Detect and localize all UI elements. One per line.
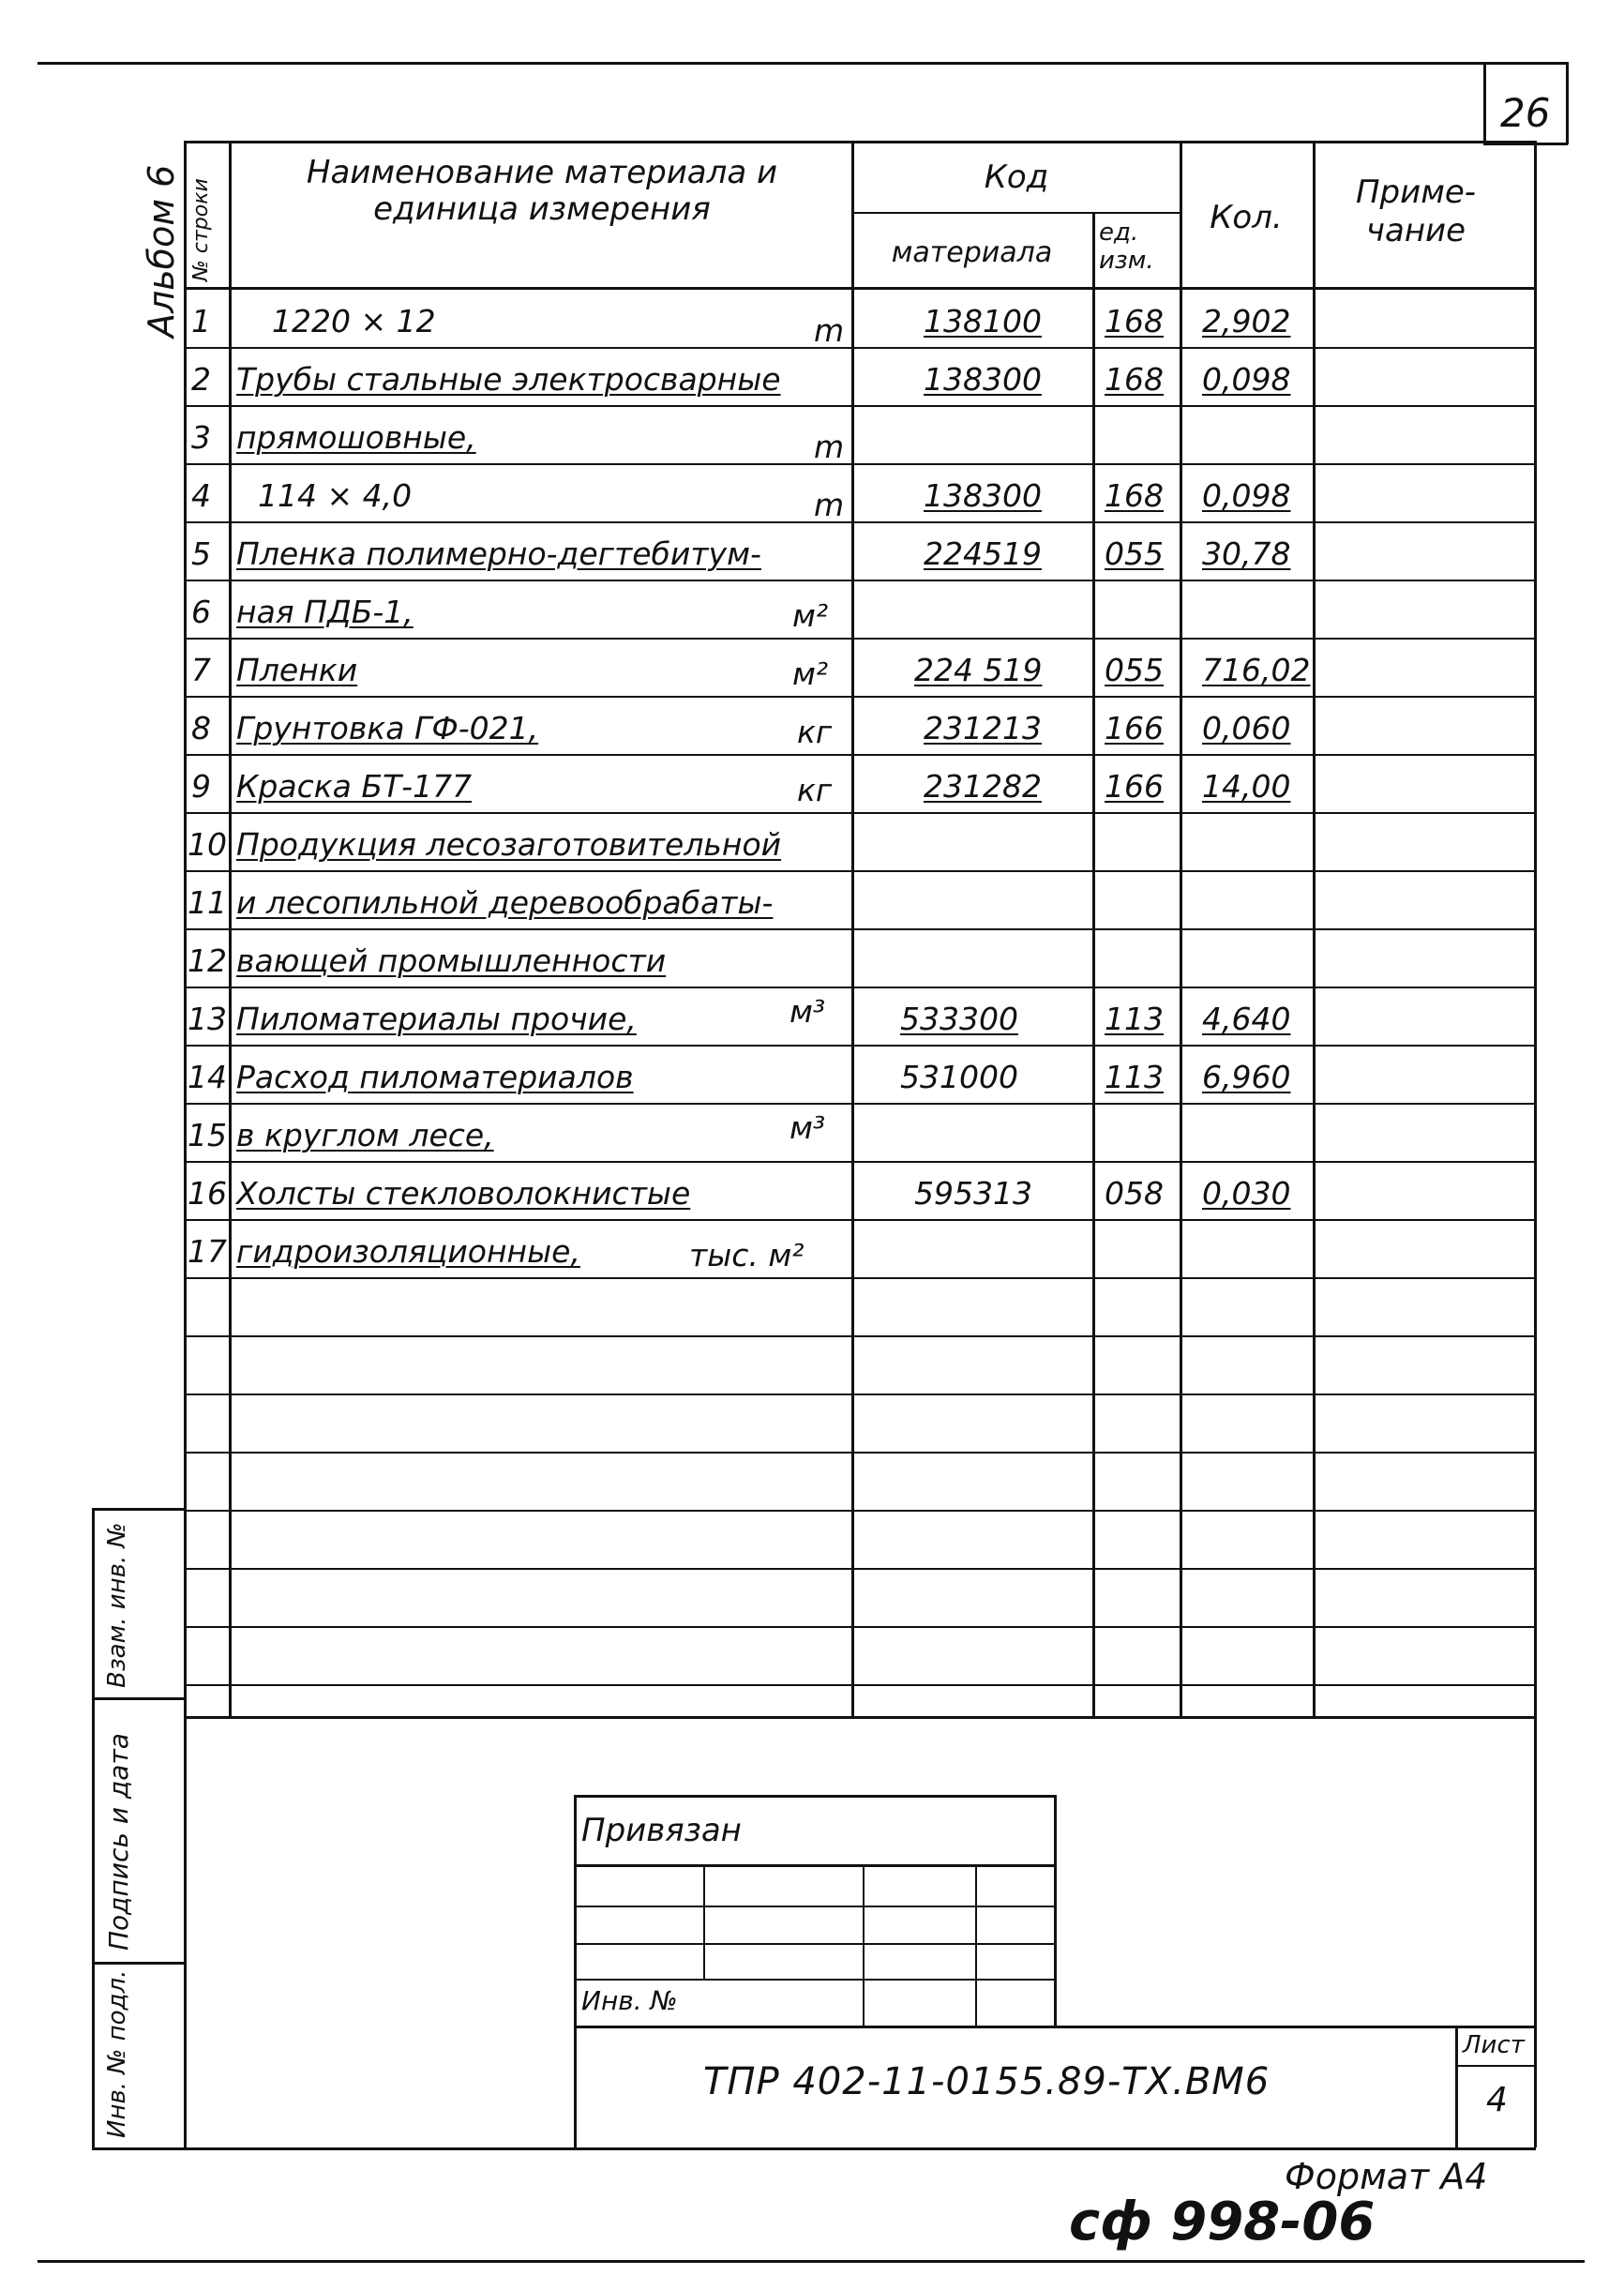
row-name: 1220 × 12 — [272, 303, 436, 339]
header-row-no: № строки — [189, 178, 213, 281]
row-unit: м² — [792, 655, 829, 692]
row-no: 16 — [188, 1175, 227, 1212]
row-no: 1 — [191, 303, 211, 339]
title-block-left — [574, 1795, 577, 2147]
row-name: Краска БТ-177 — [236, 768, 473, 805]
row-material-code: 531000 — [900, 1059, 1018, 1095]
row-unit-code: 168 — [1105, 361, 1164, 398]
header-bottom — [184, 287, 1536, 290]
row-line — [184, 1452, 1536, 1454]
header-top — [184, 141, 1536, 143]
row-material-code: 138300 — [924, 361, 1042, 398]
row-material-code: 231213 — [924, 710, 1042, 746]
sheet-number: 26 — [1500, 90, 1551, 136]
row-material-code: 224 519 — [914, 652, 1043, 688]
side-stamp-left — [92, 1508, 95, 2147]
title-block-code-top — [574, 2026, 1536, 2028]
row-unit-code: 168 — [1105, 303, 1164, 339]
title-block-col-b — [863, 1864, 865, 2026]
row-unit: м³ — [789, 993, 826, 1030]
row-unit-code: 055 — [1105, 535, 1164, 572]
row-qty: 14,00 — [1202, 768, 1291, 805]
row-line — [184, 1568, 1536, 1570]
row-line — [184, 638, 1536, 640]
row-name: 114 × 4,0 — [258, 477, 413, 514]
side-stamp-inv-orig: Инв. № подл. — [103, 1969, 131, 2138]
row-no: 15 — [188, 1117, 227, 1153]
document-code: ТПР 402-11-0155.89-ТХ.ВМ6 — [703, 2060, 1271, 2103]
row-no: 6 — [191, 594, 211, 630]
row-name: прямошовные, — [236, 419, 476, 456]
bottom-border — [38, 2260, 1585, 2263]
row-line — [184, 1510, 1536, 1512]
row-qty: 0,098 — [1202, 477, 1291, 514]
row-line — [184, 1219, 1536, 1221]
row-line — [184, 754, 1536, 756]
row-qty: 6,960 — [1202, 1059, 1291, 1095]
row-no: 10 — [188, 826, 227, 863]
row-name: Трубы стальные электросварные — [236, 361, 781, 398]
row-name: ная ПДБ-1, — [236, 594, 414, 630]
side-stamp-top — [92, 1508, 186, 1511]
row-unit-code: 058 — [1105, 1175, 1164, 1212]
row-unit-code: 113 — [1105, 1001, 1164, 1037]
header-code: Код — [984, 158, 1049, 196]
row-name: Расход пиломатериалов — [236, 1059, 634, 1095]
header-note: Приме-чание — [1355, 173, 1477, 249]
row-line — [184, 580, 1536, 581]
row-unit: m — [814, 487, 845, 523]
row-unit-code: 166 — [1105, 768, 1164, 805]
row-line — [184, 1045, 1536, 1047]
title-block-attached-bottom — [574, 1864, 1056, 1867]
row-no: 11 — [188, 884, 227, 921]
row-material-code: 595313 — [914, 1175, 1032, 1212]
row-unit: тыс. м² — [689, 1237, 804, 1273]
table-bottom — [184, 1716, 1536, 1719]
format-label: Формат А4 — [1285, 2156, 1488, 2197]
header-code-split — [851, 212, 1181, 214]
title-block-row-b — [574, 1943, 1056, 1945]
row-unit-code: 168 — [1105, 477, 1164, 514]
row-name: Продукция лесозаготовительной — [236, 826, 782, 863]
row-name: Пиломатериалы прочие, — [236, 1001, 637, 1037]
stamp-code: сф 998-06 — [1069, 2192, 1376, 2252]
sheet-number-box-right — [1566, 62, 1569, 144]
title-block-col-c — [975, 1864, 977, 2026]
row-line — [184, 1626, 1536, 1628]
top-border — [38, 62, 1566, 65]
side-stamp-div1 — [92, 1697, 186, 1700]
row-no: 9 — [191, 768, 211, 805]
row-no: 14 — [188, 1059, 227, 1095]
row-unit-code: 055 — [1105, 652, 1164, 688]
row-name: Холсты стекловолокнистые — [236, 1175, 691, 1212]
row-material-code: 138300 — [924, 477, 1042, 514]
row-line — [184, 928, 1536, 930]
row-unit: кг — [797, 714, 833, 750]
row-line — [184, 521, 1536, 523]
row-unit: м³ — [789, 1109, 826, 1146]
row-no: 2 — [191, 361, 211, 398]
row-unit-code: 166 — [1105, 710, 1164, 746]
header-name-text: Наименование материала и единица измерения — [306, 154, 778, 229]
row-qty: 2,902 — [1202, 303, 1291, 339]
row-line — [184, 812, 1536, 814]
sheet-number-box-left — [1483, 62, 1486, 144]
row-material-code: 533300 — [900, 1001, 1018, 1037]
row-unit: кг — [797, 772, 833, 808]
row-no: 8 — [191, 710, 211, 746]
row-line — [184, 1394, 1536, 1395]
row-qty: 30,78 — [1202, 535, 1291, 572]
row-unit: m — [814, 312, 845, 349]
side-stamp-div2 — [92, 1962, 186, 1965]
row-line — [184, 1277, 1536, 1279]
row-no: 7 — [191, 652, 211, 688]
row-material-code: 224519 — [924, 535, 1042, 572]
row-qty: 4,640 — [1202, 1001, 1291, 1037]
row-line — [184, 870, 1536, 872]
row-line — [184, 463, 1536, 465]
title-block-top — [574, 1795, 1056, 1798]
header-code-unit: ед. изм. — [1099, 218, 1154, 275]
row-line — [184, 987, 1536, 988]
row-material-code: 138100 — [924, 303, 1042, 339]
album-label: Альбом 6 — [141, 164, 182, 338]
title-block-row-c — [574, 1979, 1056, 1981]
row-name: Пленка полимерно-дегтебитум- — [236, 535, 761, 572]
row-line — [184, 405, 1536, 407]
row-name: и лесопильной деревообрабаты- — [236, 884, 774, 921]
attached-label: Привязан — [581, 1812, 742, 1849]
table-outer-left — [184, 141, 187, 2147]
col-divider-material — [1092, 212, 1095, 1716]
inv-no-label: Инв. № — [581, 1985, 678, 2016]
row-unit: m — [814, 429, 845, 465]
title-block-row-a — [574, 1906, 1056, 1907]
row-line — [184, 1103, 1536, 1105]
sheet-label: Лист — [1463, 2031, 1525, 2059]
row-no: 4 — [191, 477, 211, 514]
row-line — [184, 347, 1536, 349]
header-name — [234, 155, 850, 228]
row-name: гидроизоляционные, — [236, 1233, 580, 1270]
row-material-code: 231282 — [924, 768, 1042, 805]
title-block-col-a — [703, 1864, 705, 1979]
row-name: Грунтовка ГФ-021, — [236, 710, 539, 746]
row-line — [184, 1335, 1536, 1337]
row-name: в круглом лесе, — [236, 1117, 494, 1153]
sheet-value: 4 — [1486, 2081, 1508, 2119]
row-no: 12 — [188, 942, 227, 979]
side-stamp-replaced-inv: Взам. инв. № — [103, 1522, 131, 1688]
row-no: 13 — [188, 1001, 227, 1037]
row-name: вающей промышленности — [236, 942, 667, 979]
row-no: 3 — [191, 419, 211, 456]
header-qty: Кол. — [1210, 199, 1283, 236]
row-line — [184, 696, 1536, 698]
header-code-material: материала — [891, 236, 1053, 269]
row-unit-code: 113 — [1105, 1059, 1164, 1095]
row-qty: 0,030 — [1202, 1175, 1291, 1212]
table-outer-right — [1534, 141, 1537, 2147]
side-stamp-bottom — [92, 2147, 1536, 2150]
title-block-right-upper — [1054, 1795, 1057, 2026]
row-no: 17 — [188, 1233, 227, 1270]
row-line — [184, 1684, 1536, 1686]
title-block-sheet-left — [1455, 2026, 1458, 2147]
row-line — [184, 1161, 1536, 1163]
row-no: 5 — [191, 535, 211, 572]
row-qty: 716,02 — [1202, 652, 1311, 688]
row-unit: м² — [792, 597, 829, 634]
title-block-sheet-split — [1455, 2065, 1536, 2067]
row-qty: 0,060 — [1202, 710, 1291, 746]
row-qty: 0,098 — [1202, 361, 1291, 398]
side-stamp-sign-date: Подпись и дата — [103, 1733, 134, 1951]
row-name: Пленки — [236, 652, 358, 688]
